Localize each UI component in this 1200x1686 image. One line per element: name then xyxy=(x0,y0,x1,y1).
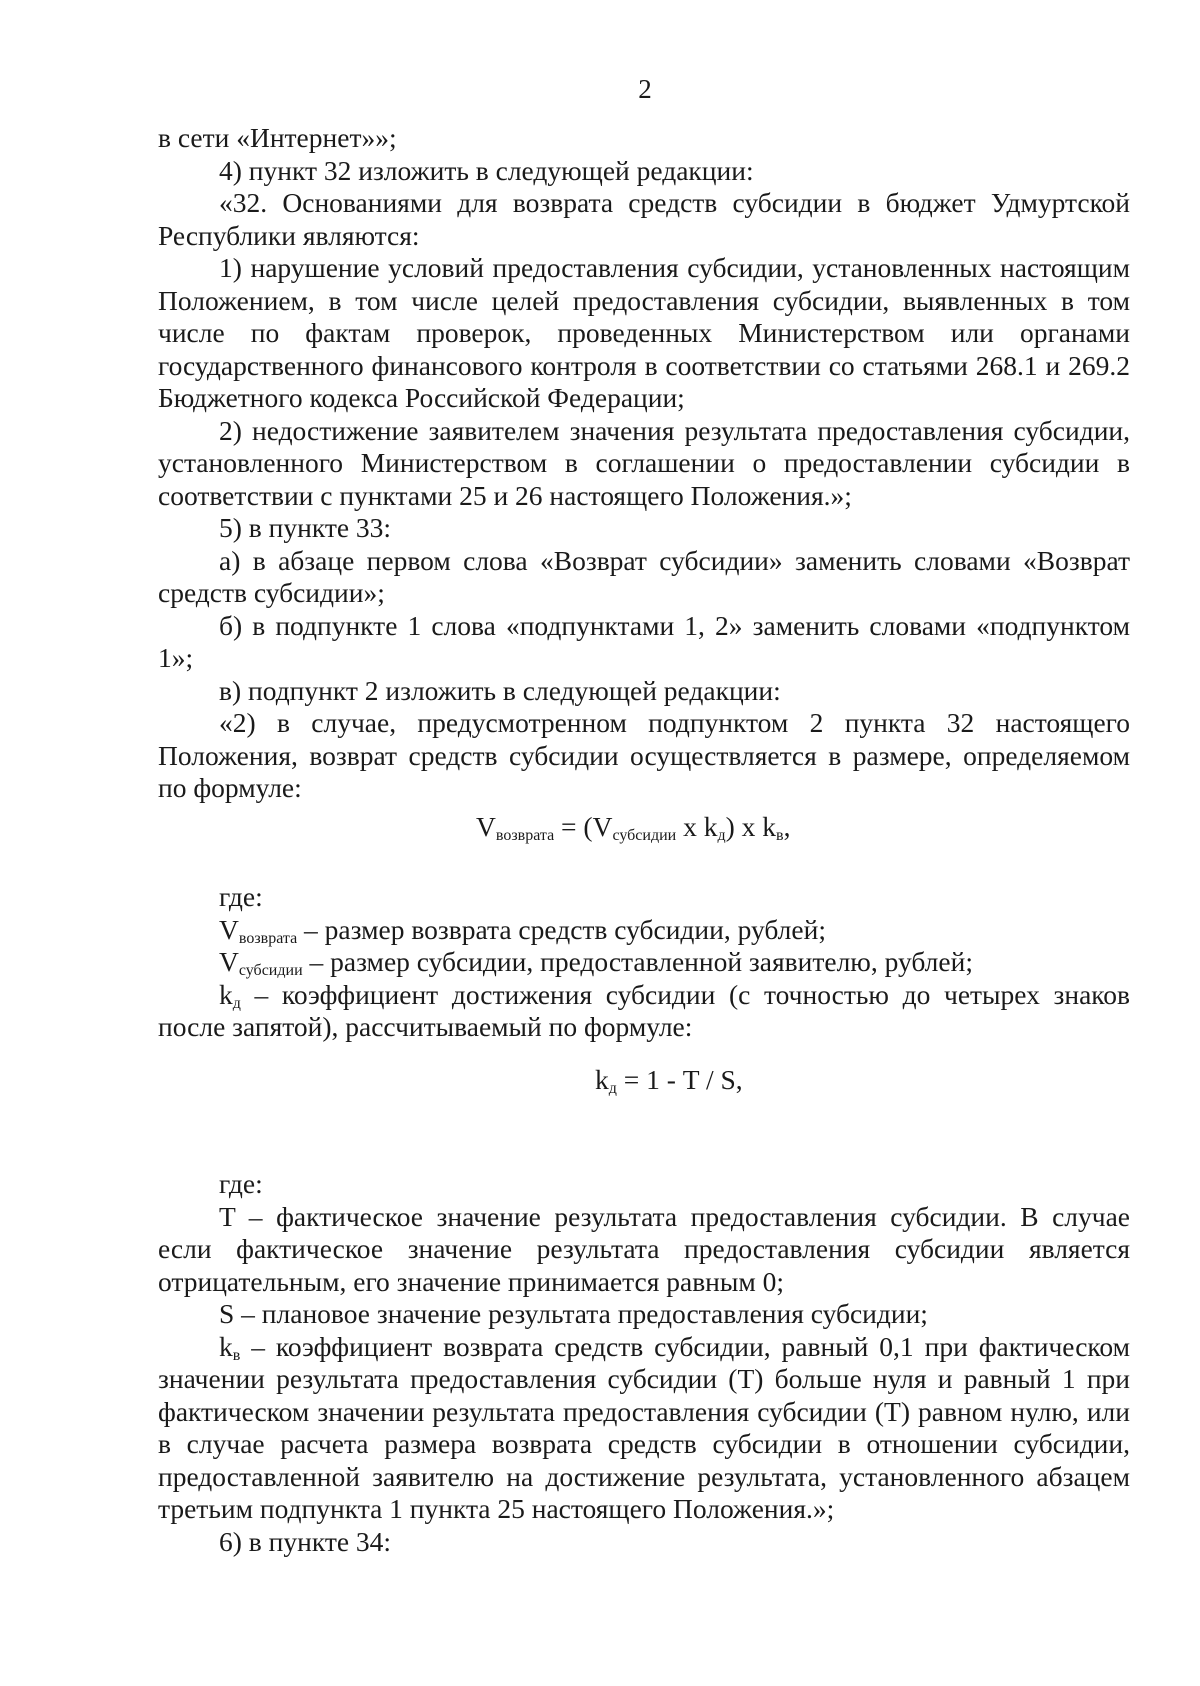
subscript: возврата xyxy=(238,929,298,947)
symbol-v: V xyxy=(219,946,239,977)
definition-v-return xyxy=(158,914,1130,947)
symbol-k: k xyxy=(219,1330,233,1362)
formula-operator: , xyxy=(783,810,791,842)
paragraph: а) в абзаце первом слова «Возврат субсидии» заменить словами «Возврат средств субсидии»; xyxy=(158,544,1130,608)
definition-t: T – фактическое значение результата предоставления субсидии. В случае если фактическое значение результата предоставления субсидии является отрицательным, его значение принимается равным 0; xyxy=(158,1200,1130,1297)
subscript: в xyxy=(776,826,784,844)
symbol-v: V xyxy=(592,810,613,842)
symbol-k: k xyxy=(219,978,233,1010)
subscript: д xyxy=(608,1079,617,1097)
paragraph: б) в подпункте 1 слова «подпунктами 1, 2» заменить словами «подпунктом 1»; xyxy=(158,609,1130,673)
paragraph: «2) в случае, предусмотренном подпунктом 2 пункта 32 настоящего Положения, возврат средств субсидии осуществляется в размере, определяемом по формуле: xyxy=(158,707,1130,803)
definition-v-subsidy xyxy=(158,946,1130,979)
page-number: 2 xyxy=(638,74,652,104)
paragraph: 6) в пункте 34: xyxy=(219,1525,392,1557)
subscript: в xyxy=(232,1346,241,1364)
subscript: субсидии xyxy=(238,962,303,979)
paragraph: где: xyxy=(219,1168,263,1199)
paragraph: 4) пункт 32 изложить в следующей редакции: xyxy=(219,154,754,186)
paragraph: 1) нарушение условий предоставления субсидии, установленных настоящим Положением, в том числе целей предоставления субсидии, выявленных в том числе по фактам проверок, проведенных Министерством или органами государственного финансового контроля в соответствии со статьями 268.1 и 269.2 Бюджетного кодекса Российской Федерации; xyxy=(158,252,1130,413)
definition-text: – коэффициент возврата средств субсидии, равный 0,1 при фактическом значении результата предоставления субсидии (T) больше нуля и равный 1 при фактическом значении результата предоставления субсидии (T) равном нулю, или в случае расчета размера возврата средств субсидии в отношении субсидии, предоставленной заявителю на достижение результата, установленного абзацем третьим подпункта 1 пункта 25 настоящего Положения.»; xyxy=(158,1330,1130,1524)
formula-return-amount xyxy=(158,811,1130,844)
subscript: субсидии xyxy=(612,826,677,844)
symbol-v: V xyxy=(219,913,239,945)
formula-operator: ) x xyxy=(725,810,763,842)
formula-operator: x xyxy=(676,810,704,842)
symbol-v: V xyxy=(476,810,496,842)
symbol-k: k xyxy=(762,810,777,842)
paragraph: 2) недостижение заявителем значения результата предоставления субсидии, установленного Министерством в соглашении о предоставлении субсидии в соответствии с пунктами 25 и 26 настоящего Положения.»; xyxy=(158,414,1130,511)
definition-text: – коэффициент достижения субсидии (с точностью до четырех знаков после запятой), рассчитываемый по формуле: xyxy=(158,978,1130,1042)
formula-achievement-coefficient xyxy=(158,1064,1130,1097)
definition-kd xyxy=(158,979,1130,1044)
paragraph: 5) в пункте 33: xyxy=(219,512,392,543)
subscript: д xyxy=(232,994,241,1012)
definition-s: S – плановое значение результата предоставления субсидии; xyxy=(219,1298,928,1329)
symbol-k: k xyxy=(595,1063,609,1095)
paragraph: где: xyxy=(219,881,263,912)
subscript: возврата xyxy=(495,826,555,844)
paragraph: «32. Основаниями для возврата средств субсидии в бюджет Удмуртской Республики являются: xyxy=(158,187,1130,251)
paragraph: в) подпункт 2 изложить в следующей редакции: xyxy=(219,674,781,706)
definition-kv xyxy=(158,1331,1130,1526)
formula-operator: = ( xyxy=(554,810,593,842)
paragraph: в сети «Интернет»»; xyxy=(158,122,397,153)
definition-text: – размер возврата средств субсидии, рублей; xyxy=(297,913,826,945)
definition-text: – размер субсидии, предоставленной заявителю, рублей; xyxy=(302,946,973,977)
subscript: д xyxy=(717,826,726,844)
symbol-k: k xyxy=(703,810,718,842)
formula-operator: = 1 - T / S, xyxy=(616,1063,743,1095)
document-body xyxy=(158,122,1130,1558)
